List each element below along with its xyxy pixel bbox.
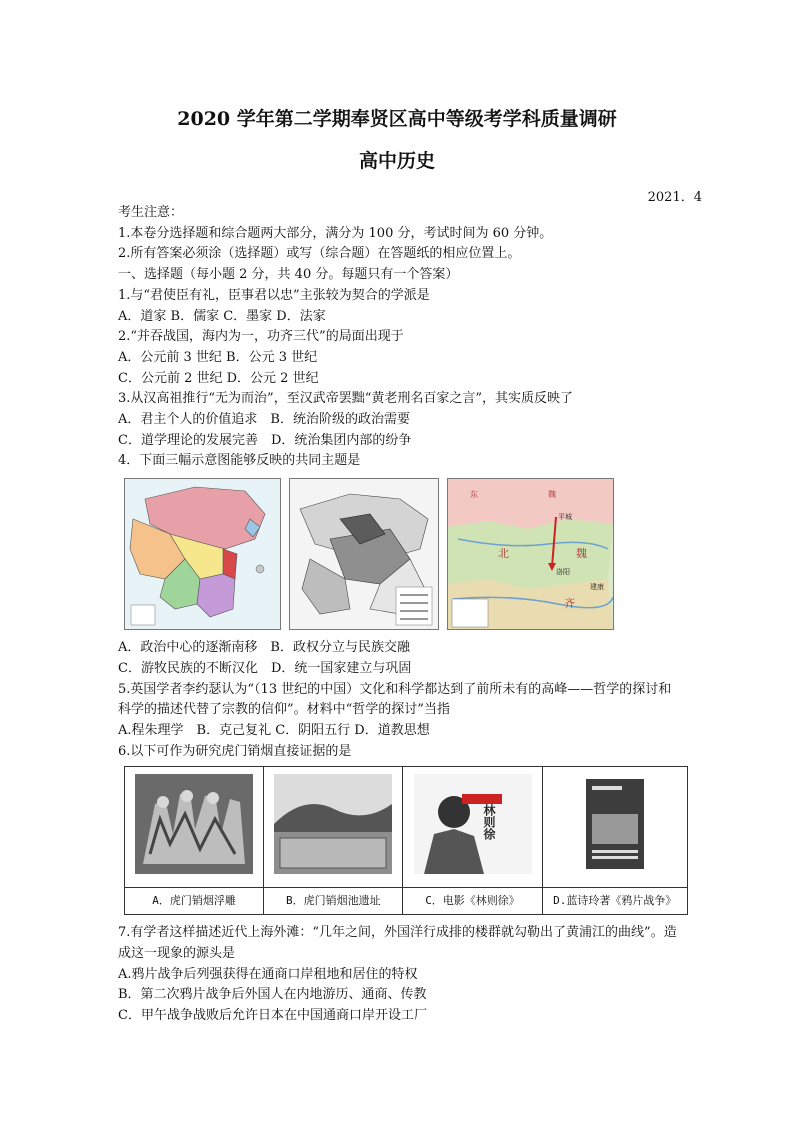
map3-label-jiankang: 建康 — [590, 583, 604, 592]
q7-option-a: A.鸦片战争后列强获得在通商口岸租地和居住的特权 — [118, 966, 418, 982]
notice-heading: 考生注意： — [118, 205, 184, 220]
subject-title: 高中历史 — [358, 150, 435, 172]
map-political-regions — [124, 478, 281, 630]
q4-stem: 4．下面三幅示意图能够反映的共同主题是 — [118, 453, 361, 469]
section-heading: 一、选择题（每小题 2 分，共 40 分。每题只有一个答案） — [118, 267, 459, 283]
q6-caption-d: D.蓝诗玲著《鸦片战争》 — [542, 888, 687, 915]
q7-option-c: C．甲午战争战败后允许日本在中国通商口岸开设工厂 — [118, 1008, 427, 1024]
q7-option-b: B．第二次鸦片战争后外国人在内地游历、通商、传教 — [118, 987, 427, 1003]
notice-item-1: 1.本卷分选择题和综合题两大部分，满分为 100 分，考试时间为 60 分钟。 — [118, 225, 553, 241]
map3-label-pingcheng: 平城 — [558, 513, 572, 522]
q4-options-1: A．政治中心的逐渐南移 B．政权分立与民族交融 — [118, 640, 410, 656]
q2-options-2: C．公元前 2 世纪 D．公元 2 世纪 — [118, 370, 319, 386]
exam-title: 2020 学年第二学期奉贤区高中等级考学科质量调研 — [177, 108, 617, 130]
q2-stem: 2.“并吞战国，海内为一，功齐三代”的局面出现于 — [118, 329, 404, 345]
map3-label-qi: 齐 — [564, 597, 575, 611]
exam-date: 2021．4 — [647, 190, 702, 205]
map3-label-dong: 东 — [470, 490, 478, 500]
q3-options-2: C．道学理论的发展完善 D．统治集团内部的纷争 — [118, 432, 412, 448]
q4-maps — [124, 478, 718, 630]
map-northern-wei-relocation — [447, 478, 614, 630]
map3-label-luoyang: 洛阳 — [556, 568, 570, 577]
q6-poster-title: 林则徐 — [481, 803, 496, 840]
q6-caption-b: B．虎门销烟池遗址 — [264, 888, 403, 915]
q6-image-table — [124, 766, 688, 915]
q6-image-relief — [125, 767, 264, 888]
exam-content — [118, 203, 718, 1027]
q1-options: A．道家 B．儒家 C．墨家 D．法家 — [118, 308, 326, 324]
q5-options: A.程朱理学 B．克己复礼 C．阴阳五行 D．道教思想 — [118, 722, 430, 738]
q6-caption-a: A．虎门销烟浮雕 — [125, 888, 264, 915]
q6-caption-c: C．电影《林则徐》 — [403, 888, 542, 915]
q4-options-2: C．游牧民族的不断汉化 D．统一国家建立与巩固 — [118, 660, 412, 676]
map-northern-south-dynasties — [289, 478, 439, 630]
map3-label-bei: 北 — [498, 547, 509, 561]
q6-image-pool-site — [264, 767, 403, 888]
q6-image-book-cover — [542, 767, 687, 888]
map3-label-wei-1: 魏 — [548, 490, 556, 500]
notice-item-2: 2.所有答案必须涂（选择题）或写（综合题）在答题纸的相应位置上。 — [118, 246, 521, 262]
q3-stem: 3.从汉高祖推行“无为而治”，至汉武帝罢黜“黄老刑名百家之言”，其实质反映了 — [118, 391, 573, 407]
map3-label-wei-2: 魏 — [576, 547, 587, 561]
q7-stem: 7.有学者这样描述近代上海外滩：“几年之间，外国洋行成排的楼群就勾勒出了黄浦江的曲线”。造成这一现象的源头是 — [118, 925, 677, 962]
q2-options-1: A．公元前 3 世纪 B．公元 3 世纪 — [118, 349, 318, 365]
q6-stem: 6.以下可作为研究虎门销烟直接证据的是 — [118, 743, 352, 759]
q5-stem: 5.英国学者李约瑟认为“（13 世纪的中国）文化和科学都达到了前所未有的高峰——哲学的探讨和科学的描述代替了宗教的信仰”。材料中“哲学的探讨”当指 — [118, 681, 672, 718]
q3-options-1: A．君主个人的价值追求 B．统治阶级的政治需要 — [118, 412, 410, 428]
q1-stem: 1.与“君使臣有礼，臣事君以忠”主张较为契合的学派是 — [118, 287, 430, 303]
q6-image-film-poster — [403, 767, 542, 888]
